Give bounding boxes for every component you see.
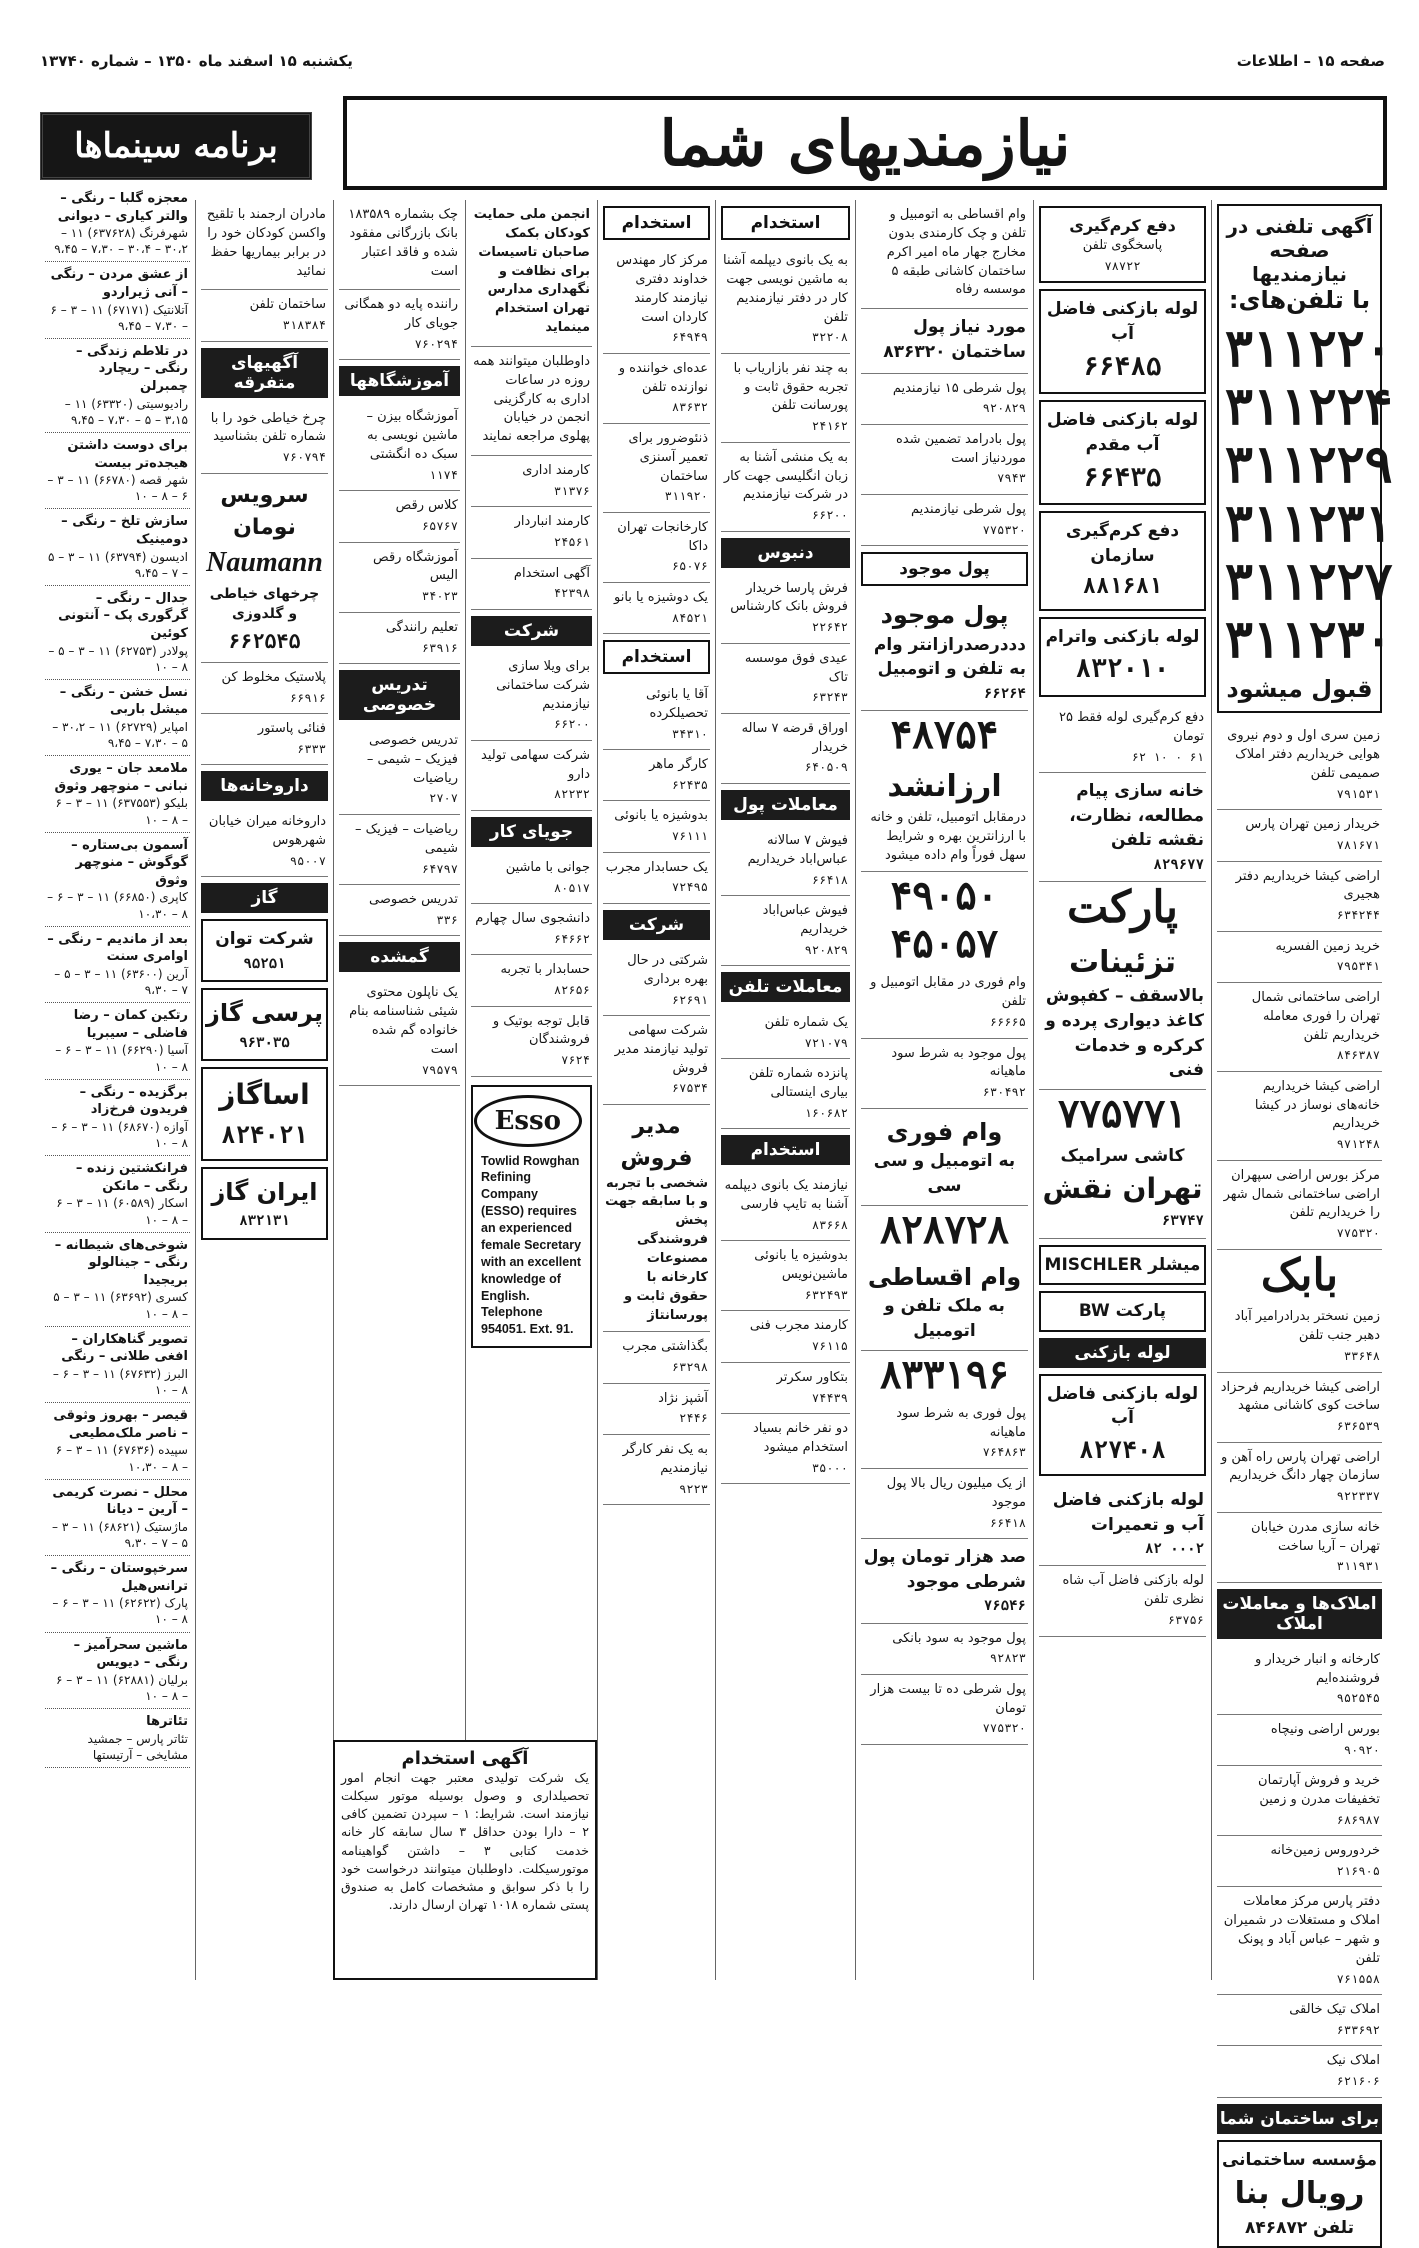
- classified-ad: عده‌ای خواننده و نوازنده تلفن ۸۳۶۳۲: [603, 354, 710, 424]
- classified-ad: کارمند اداری ۳۱۳۷۶: [471, 456, 592, 507]
- phone-number: ۳۱۱۲۳۱: [1225, 492, 1393, 554]
- classified-ad: بدوشیزه یا بانوئی ماشین‌نویس ۶۳۲۴۹۳: [721, 1241, 850, 1311]
- classified-ad: به یک بانوی دیپلمه آشنا به ماشین نویسی جهت کار در دفتر نیازمندیم تلفن ۳۲۲۰۸: [721, 246, 850, 354]
- classified-ad: فرش پارسا خریدار فروش بانک کارشناس ۲۲۶۴۲: [721, 574, 850, 644]
- cinema-listing: تصویر گناهکاران – افغی طلانی – رنگی البرز (۶۷۶۳۲) ۱۱ – ۳ – ۶ – ۸ – ۱۰: [45, 1327, 190, 1403]
- classified-ad: بورس اراضی ونیچاه ۹۰۹۲۰: [1217, 1715, 1382, 1766]
- gas-ad: ایران گاز ۸۳۲۱۳۱: [201, 1167, 328, 1240]
- banner-title: نیازمندیهای شما: [659, 106, 1071, 180]
- classified-ad: صد هزار تومان پول شرطی موجود ۷۶۵۴۶: [861, 1539, 1028, 1624]
- gas-ad: پرسی گاز ۹۶۳۰۳۵: [201, 988, 328, 1061]
- phone-number: ۳۱۱۲۲۷: [1225, 550, 1393, 612]
- classified-ad: مرکز بورس اراضی سپهران اراضی ساختمانی شمال شهر را خریداریم تلفن ۷۷۵۳۲۰: [1217, 1161, 1382, 1250]
- ceramic-ad: کاشی سرامیک تهران نقش ۶۳۷۴۷: [1039, 1138, 1206, 1239]
- classified-ad: دو نفر خانم بسیاد استخدام میشود ۳۵۰۰۰: [721, 1414, 850, 1484]
- classified-ad: از یک میلیون ریال بالا پول موجود ۶۶۴۱۸: [861, 1469, 1028, 1539]
- big-phone-number: ۷۷۵۷۷۱: [1058, 1090, 1187, 1138]
- classified-ad: داوطلبان میتوانند همه روزه در ساعات اداری به کارگزینی انجمن در خیابان پهلوی مراجعه نمایند: [471, 347, 592, 456]
- classified-ad: اراضی تهران پارس راه آهن و سازمان چهار دانگ خریداریم ۹۲۲۳۳۷: [1217, 1443, 1382, 1513]
- classified-ad: پول بادرامد تضمین شده موردنیاز است ۷۹۴۳: [861, 425, 1028, 495]
- classified-ad: پول شرطی نیازمندیم ۷۷۵۳۲۰: [861, 495, 1028, 546]
- classified-ad: جوانی با ماشین ۸۰۵۱۷: [471, 853, 592, 904]
- classified-ad: چرخ خیاطی خود را با شماره تلفن بشناسید ۷۶۰۷۹۴: [201, 404, 328, 474]
- classified-ad: اراضی کیشا خریداریم فرحزاد ساخت کوی کاشانی مشهد ۶۳۶۵۳۹: [1217, 1373, 1382, 1443]
- logo-ad: دفع کرم‌گیری پاسخگوی تلفن ۷۸۷۲۲: [1039, 206, 1206, 283]
- bw-parket-logo: پارکت BW: [1039, 1291, 1206, 1332]
- section-heading: دنبوس: [721, 538, 850, 568]
- classified-ad: بگذاشتی مجرب ۶۳۲۹۸: [603, 1332, 710, 1383]
- classified-ad: پلاستیک مخلوط کن ۶۶۹۱۶: [201, 663, 328, 714]
- classified-ad: حسابدار با تجربه ۸۲۶۵۶: [471, 955, 592, 1006]
- section-heading: استخدام: [721, 206, 850, 240]
- big-phone-number: ۸۲۸۷۲۸: [880, 1205, 1009, 1253]
- esso-logo: Esso: [474, 1095, 582, 1147]
- employment-notice: [333, 1740, 597, 1980]
- section-heading: داروخانه‌ها: [201, 771, 328, 801]
- logo-ad: لوله بازکنی واترام ۸۳۲۰۱۰: [1039, 617, 1206, 697]
- logo-ad: لوله بازکنی فاضل آب مقدم ۶۶۴۳۵: [1039, 400, 1206, 505]
- classified-ad: مرکز کار مهندس خداوند دفتری نیازمند کارمند کاردان است ۶۴۹۴۹: [603, 246, 710, 354]
- classified-ad: به یک منشی آشنا به زبان انگلیسی جهت کار در شرکت نیازمندیم ۶۶۲۰۰: [721, 443, 850, 532]
- babak-logo: بابک: [1260, 1249, 1339, 1301]
- gas-ad: اساگاز ۸۲۴۰۲۱: [201, 1067, 328, 1160]
- section-heading: استخدام: [603, 640, 710, 674]
- classified-ad: آموزشگاه بیزن – ماشین نویسی به سبک ده انگشتی ۱۱۷۴: [339, 402, 460, 491]
- phone-number: ۳۱۱۲۳۰: [1225, 609, 1393, 671]
- column-3: [855, 200, 1033, 1980]
- cinema-listing: شوخی‌های شیطانه – رنگی – جینالولو بریجیدا کسری (۶۳۶۹۲) ۱۱ – ۳ – ۵ – ۸ – ۱۰: [45, 1233, 190, 1327]
- classified-ad: پول فوری به شرط سود ماهیانه ۷۶۴۸۶۳: [861, 1399, 1028, 1469]
- naumann-ad: سرویس نومان Naumann چرخهای خیاطی و گلدوزی ۶۶۲۵۴۵: [201, 474, 328, 663]
- classified-ad: زمین نسختر بدرادرامیر آباد دهبر جنب تلفن ۳۳۶۴۸: [1217, 1302, 1382, 1372]
- cinema-listing: برگزیده – رنگی – فریدون فرخ‌زاد آوازه (۶۸۶۷۰) ۱۱ – ۳ – ۶ – ۸ – ۱۰: [45, 1080, 190, 1156]
- classified-ad: اراضی کیشا خریداریم دفتر هجیری ۶۳۴۲۴۴: [1217, 862, 1382, 932]
- cinema-header: [40, 112, 312, 180]
- phone-number: ۳۱۱۲۲۴: [1225, 376, 1393, 438]
- classified-ad: فیوش عباس‌اباد خریداریم ۹۲۰۸۲۹: [721, 896, 850, 966]
- classified-ad: اوراق قرضه ۷ ساله خریدار ۶۴۰۵۰۹: [721, 714, 850, 784]
- page-label: صفحه ۱۵ – اطلاعات: [1236, 52, 1385, 70]
- section-heading: املاک‌ها و معاملات املاک: [1217, 1589, 1382, 1639]
- running-head: [40, 48, 1385, 74]
- classified-ad: برای ویلا سازی شرکت ساختمانی نیازمندیم ۶۶۲۰۰: [471, 652, 592, 741]
- cinema-listing: تئاترها تئاتر پارس – جمشید مشایخی – آرتیستها: [45, 1709, 190, 1768]
- classified-ad: انجمن ملی حمایت کودکان بکمک صاحبان تاسیسات برای نظافت و نگهداری مدارس تهران استخدام مینماید: [471, 200, 592, 347]
- classified-ad: دفع کرم‌گیری لوله فقط ۲۵ تومان ۶۱ ۰ ۱۰ ۶۲: [1039, 703, 1206, 773]
- classified-ad: بدوشیزه یا بانوئی ۷۶۱۱۱: [603, 801, 710, 852]
- classified-ad: آگهی استخدام ۴۲۳۹۸: [471, 559, 592, 610]
- classified-ad: کارخانه و انبار خریدار و فروشنده‌ایم ۹۵۲۵۴۵: [1217, 1645, 1382, 1715]
- classified-ad: یک ناپلون محتوی شیئی شناسنامه بنام خانواده گم شده است ۷۹۵۷۹: [339, 978, 460, 1086]
- parket-logo: پارکت: [1066, 882, 1179, 934]
- classified-ad: دانشجوی سال چهارم ۶۴۶۶۲: [471, 904, 592, 955]
- cinema-listing: در تلاطم زندگی – رنگی – ریچارد چمبرلن رادیوسیتی (۶۳۳۲۰) ۱۱ – ۳،۱۵ – ۵ – ۷،۳۰ – ۹،۴۵: [45, 339, 190, 433]
- notice-title: آگهی استخدام: [401, 1748, 529, 1769]
- cinema-listing: برای دوست داشتن هیجده‌تر بیست شهر قصه (۶۶۷۸۰) ۱۱ – ۳ – ۶ – ۸ – ۱۰: [45, 433, 190, 509]
- cinema-listing: ماشین سحرآمیز – رنگی – دیویس برلیان (۶۲۸۸۱) ۱۱ – ۳ – ۶ – ۸ – ۱۰: [45, 1633, 190, 1709]
- cinema-listing: سازش تلخ – رنگی – دومینیک ادیسون (۶۳۷۹۴) ۱۱ – ۳ – ۵ – ۷ – ۹،۴۵: [45, 509, 190, 585]
- cinema-listing: محلل – نصرت کریمی – آرین – دیانا ماژستیک (۶۸۶۲۱) ۱۱ – ۳ – ۵ – ۷ – ۹،۳۰: [45, 1480, 190, 1556]
- big-phone-number: ۴۵۰۵۷: [890, 920, 999, 968]
- classified-ad: وام اقساطی به اتومبیل و تلفن و چک کارمندی بدون مخارج جهار ماه امیر اکرم ساختمان کاشانی طبقه ۵ موسسه رفاه: [861, 200, 1028, 309]
- classified-ad: نیازمند یک بانوی دیپلمه آشنا به تایپ فارسی ۸۳۶۶۸: [721, 1171, 850, 1241]
- cinema-listing: سرخپوستان – رنگی – ترانس‌هیل پارک (۶۲۶۲۲) ۱۱ – ۳ – ۶ – ۸ – ۱۰: [45, 1556, 190, 1632]
- royal-bana-ad: مؤسسه ساختمانی رویال بنا تلفن ۸۴۶۸۷۲: [1217, 2140, 1382, 2248]
- cinema-title: برنامه سینماها: [74, 126, 278, 166]
- classified-ad: خرید و فروش آپارتمان تخفیفات مدرن و زمین ۶۸۶۹۸۷: [1217, 1766, 1382, 1836]
- classified-ad: املاک تیک خالقی ۶۳۳۶۹۲: [1217, 1995, 1382, 2046]
- classified-ad: خانه سازی پیام مطالعه، نظارت، نقشه تلفن ۸۲۹۶۷۷: [1039, 773, 1206, 882]
- classified-ad: پول شرطی ۱۵ نیازمندیم ۹۲۰۸۲۹: [861, 374, 1028, 425]
- classified-ad: پانزده شماره تلفن بیاری اینستالی ۱۶۰۶۸۲: [721, 1059, 850, 1129]
- phone-box-title: آگهی تلفنی در صفحه نیازمندیها: [1226, 214, 1373, 286]
- classified-ad: شرکت سهامی تولید نیازمند مدیر فروش ۶۷۵۳۴: [603, 1016, 710, 1105]
- classified-ad: کارگر ماهر ۶۲۴۳۵: [603, 750, 710, 801]
- classified-ad: شرکتی در حال بهره برداری ۶۲۶۹۱: [603, 946, 710, 1016]
- classified-ad: یک دوشیزه یا بانو ۸۴۵۲۱: [603, 583, 710, 634]
- section-heading: آگهیهای متفرقه: [201, 348, 328, 398]
- section-heading: معاملات پول: [721, 790, 850, 820]
- section-heading: گمشده: [339, 942, 460, 972]
- classified-ad: یک حسابدار مجرب ۷۲۴۹۵: [603, 853, 710, 904]
- cinema-listing: قیصر – بهروز وثوقی – ناصر ملک‌مطیعی سپیده (۶۷۶۳۶) ۱۱ – ۳ – ۶ – ۸ – ۱۰،۳۰: [45, 1403, 190, 1479]
- classified-ad: خردوروس زمین‌خانه ۲۱۶۹۰۵: [1217, 1836, 1382, 1887]
- cinema-listing: رتکین کمان – رضا فاضلی – سیبریا آسیا (۶۶۲۹۰) ۱۱ – ۳ – ۶ – ۸ – ۱۰: [45, 1003, 190, 1079]
- classified-ad: ذنئوضرور برای تعمیر آسنزی ساختمان ۳۱۱۹۲۰: [603, 424, 710, 513]
- classified-ad: چک بشماره ۱۸۳۵۸۹ بانک بازرگانی مفقود شده و فاقد اعتبار است: [339, 200, 460, 290]
- classified-ad: کارخانجات تهران داکا ۶۵۰۷۶: [603, 513, 710, 583]
- section-heading: برای ساختمان شما: [1217, 2104, 1382, 2134]
- phone-number: ۳۱۱۲۲۹: [1225, 434, 1393, 496]
- classified-ad: به چند نفر بازاریاب با تجربه حقوق ثابت و پورسانت تلفن ۲۴۱۶۲: [721, 354, 850, 443]
- column-2: [1033, 200, 1211, 1980]
- classified-ad: یک شماره تلفن ۷۲۱۰۷۹: [721, 1008, 850, 1059]
- classified-ad: لوله بازکنی فاضل آب و تعمیرات ۰۰۰۲ ۸۲: [1039, 1482, 1206, 1567]
- classified-ad: شرکت سهامی تولید دارو ۸۲۲۳۲: [471, 741, 592, 811]
- column-6: [465, 200, 597, 1980]
- classified-ad: بتکاور سکرتر ۷۴۴۳۹: [721, 1363, 850, 1414]
- classified-ad: کارمند انباردار ۲۴۵۶۱: [471, 507, 592, 558]
- column-8: [195, 200, 333, 1980]
- phone-number: ۳۱۱۲۲۰: [1225, 318, 1393, 379]
- section-heading: لوله بازکنی: [1039, 1338, 1206, 1368]
- pipe-ad: لوله بازکنی فاضل آب ۸۲۷۴۰۸: [1039, 1374, 1206, 1476]
- section-heading: گاز: [201, 883, 328, 913]
- classifieds-banner: [343, 96, 1387, 190]
- tazyinat-ad: تزئینات بالاسقف – کفپوش کاغذ دیواری پرده و کرکره و خدمات فنی: [1039, 935, 1206, 1090]
- section-heading: شرکت: [471, 616, 592, 646]
- phone-box-tail: قبول میشود: [1226, 675, 1373, 704]
- sales-manager-ad: مدیر فروش شخصی با تجربه و با سابقه جهت پخش فروشندگی مصنوعات کارخانه با حقوق ثابت و پورسانتاژ: [603, 1105, 710, 1333]
- classified-ad: وام فوری در مقابل اتومبیل و تلفن ۶۶۶۶۵: [861, 968, 1028, 1038]
- big-phone-number: ۴۹۰۵۰: [890, 872, 999, 920]
- cinema-listing: بعد از ماندیم – رنگی – اوامری سنت آرین (۶۳۶۰۰) ۱۱ – ۳ – ۵ – ۷ – ۹،۳۰: [45, 927, 190, 1003]
- esso-text: Towlid Rowghan Refining Company (ESSO) requires an experienced female Secretary with an excellent knowledge of English. Telephone 954051. Ext. 91.: [481, 1153, 582, 1337]
- section-heading: آموزشگاهها: [339, 366, 460, 396]
- issue-date: یکشنبه ۱۵ اسفند ماه ۱۳۵۰ – شماره ۱۳۷۴۰: [40, 52, 353, 70]
- cinema-listing: نسل خشن – رنگی – میشل باربی امپایر (۶۲۷۲۹) ۱۱ – ۳۰،۲ – ۵ – ۷،۳۰ – ۹،۴۵: [45, 680, 190, 756]
- classified-ad: پول موجود به سود بانکی ۹۲۸۲۳: [861, 1624, 1028, 1675]
- classified-ad: اراضی ساختمانی شمال تهران را فوری معامله خریداریم تلفن ۸۴۶۳۸۷: [1217, 983, 1382, 1072]
- classified-ad: کلاس رقص ۶۵۷۶۷: [339, 491, 460, 542]
- classified-ad: مادران ارجمند با تلقیح واکسن کودکان خود را در برابر بیماریها حفظ نمائید: [201, 200, 328, 290]
- section-heading: تدریس خصوصی: [339, 670, 460, 720]
- column-1: [1211, 200, 1393, 2238]
- logo-ad: دفع کرم‌گیری سازمان ۸۸۱۶۸۱: [1039, 511, 1206, 610]
- classified-ad: فیوش ۷ سالانه عباس‌اباد خریداریم ۶۶۴۱۸: [721, 826, 850, 896]
- section-heading: معاملات تلفن: [721, 972, 850, 1002]
- logo-ad: لوله بازکنی فاضل آب ۶۶۴۸۵: [1039, 289, 1206, 394]
- cinema-listing: جدال – رنگی – گرگوری پک – آنتونی کوئین پولادر (۶۲۷۵۳) ۱۱ – ۳ – ۵ – ۸ – ۱۰: [45, 586, 190, 680]
- classified-ad: تدریس خصوصی فیزیک – شیمی – ریاضیات ۲۷۰۷: [339, 726, 460, 815]
- arzan-ad: ارزانشد درمقابل اتومبیل، تلفن و خانه با ارزانترین بهره و شرایط سهل فوراً وام داده میشود: [861, 759, 1028, 872]
- classified-ad: تدریس خصوصی ۳۳۶: [339, 885, 460, 936]
- classified-ad: املاک نیک ۶۲۱۶۰۶: [1217, 2046, 1382, 2097]
- classified-ad: پول موجود به شرط سود ماهیانه ۶۳۰۴۹۲: [861, 1039, 1028, 1109]
- notice-text: یک شرکت تولیدی معتبر جهت انجام امور تحصیلداری و وصول بوسیله موتور سیکلت نیازمند است. شرایط: ۱ – سپردن تضمین کافی ۲ – دارا بودن حداقل ۳ سال سابقه کار خانه خدمت کتابی ۳ – داشتن گواهینامه موتورسیکلت. داوطلبان میتوانند درخواست خود را با ذکر سوابق و مشخصات کامل به صندوق پستی شماره ۱۰۱۸ تهران ارسال دارند.: [341, 1770, 589, 1912]
- classified-ad: راننده پایه دو همگانی جویای کار ۷۶۰۲۹۴: [339, 290, 460, 360]
- cinema-listing: آسمون بی‌ستاره – گوگوش – منوچهر وثوق کاپری (۶۶۸۵۰) ۱۱ – ۳ – ۶ – ۸ – ۱۰،۳۰: [45, 833, 190, 927]
- classified-ad: زمین سری اول و دوم نیروی هوایی خریداریم دفتر املاک صمیمی تلفن ۷۹۱۵۳۱: [1217, 721, 1382, 810]
- classified-ad: قابل توجه بوتیک و فروشندگان ۷۶۲۴: [471, 1007, 592, 1077]
- classified-ad: ساختمان تلفن ۳۱۸۳۸۴: [201, 290, 328, 341]
- classified-ad: عیدی فوق موسسه تاک ۶۳۲۴۳: [721, 644, 850, 714]
- cinema-listing: از عشق مردن – رنگی – آنی ژیراردو آتلانتیک (۶۷۱۷۱) ۱۱ – ۳ – ۶ – ۷،۳۰ – ۹،۴۵: [45, 262, 190, 338]
- big-phone-number: ۸۳۳۱۹۶: [880, 1350, 1009, 1398]
- section-heading: جویای کار: [471, 817, 592, 847]
- vam-ad: وام فوری به اتومبیل و سی سی: [861, 1109, 1028, 1206]
- classified-ad: آقا یا بانوئی تحصیلکرده ۳۴۳۱۰: [603, 680, 710, 750]
- classified-ad: مورد نیاز پول ساختمان ۸۳۶۳۲۰: [861, 309, 1028, 373]
- section-heading: استخدام: [603, 206, 710, 240]
- section-heading: استخدام: [721, 1135, 850, 1165]
- classified-ad: تعلیم رانندگی ۶۳۹۱۶: [339, 613, 460, 664]
- classified-ad: خریدار زمین تهران پارس ۷۸۱۶۷۱: [1217, 810, 1382, 861]
- section-heading: پول موجود: [861, 552, 1028, 586]
- gas-ad: شرکت توان ۹۵۲۵۱: [201, 919, 328, 982]
- section-heading: شرکت: [603, 910, 710, 940]
- cinema-listing: فرانکشتین زنده – رنگی – مانکن اسکار (۶۰۵۸۹) ۱۱ – ۳ – ۶ – ۸ – ۱۰: [45, 1156, 190, 1232]
- classified-ad: آموزشگاه رقص الیس ۳۴۰۲۳: [339, 543, 460, 613]
- cinema-column: [40, 186, 195, 1986]
- phone-box-lead: با تلفن‌های:: [1228, 286, 1371, 314]
- pul-ad: پول موجود دددرصدرازانتر وام به تلفن و اتومبیل ۶۶۲۶۴: [861, 592, 1028, 711]
- cinema-listing: ملامعد جان – یوری نبانی – منوچهر وثوق بلیکو (۶۳۷۵۵۳) ۱۱ – ۳ – ۶ – ۸ – ۱۰: [45, 756, 190, 832]
- big-phone-number: ۴۸۷۵۴: [890, 711, 999, 759]
- classified-ad: لوله بازکنی فاضل آب شاه نظری تلفن ۶۳۷۵۶: [1039, 1566, 1206, 1636]
- column-5: [597, 200, 715, 1980]
- classified-ad: داروخانه میران خیابان شهرهوس ۹۵۰۰۷: [201, 807, 328, 877]
- classified-ad: پول شرطی ده تا بیست هزار تومان ۷۷۵۳۲۰: [861, 1675, 1028, 1745]
- esso-ad: [471, 1085, 592, 1349]
- phone-box: [1217, 204, 1393, 713]
- column-7: [333, 200, 465, 1980]
- classified-ad: کارمند مجرب فنی ۷۶۱۱۵: [721, 1311, 850, 1362]
- classified-ad: اراضی کیشا خریداریم خانه‌های نوساز در کیشا خریداریم ۹۷۱۲۴۸: [1217, 1072, 1382, 1161]
- classified-ad: فنائی پاستور ۶۳۳۳: [201, 714, 328, 765]
- classified-ad: ریاضیات – فیزیک – شیمی ۶۴۷۹۷: [339, 815, 460, 885]
- classified-ad: به یک نفر کارگر نیازمندیم ۹۲۲۳: [603, 1435, 710, 1505]
- cinema-listing: معجزه گلبا – رنگی – والتر کیاری – دیوانی شهرفرنگ (۶۳۷۶۲۸) ۱۱ – ۳۰،۲ – ۳۰،۴ – ۷،۳۰ – ۹،۴۵: [45, 186, 190, 262]
- column-4: [715, 200, 855, 1980]
- mischler-logo: میشلر MISCHLER: [1039, 1245, 1206, 1286]
- classified-ad: آشپز نژاد ۲۴۴۶: [603, 1384, 710, 1435]
- classified-ad: خانه سازی مدرن خیابان تهران – آریا ساخت ۳۱۱۹۳۱: [1217, 1513, 1382, 1583]
- vam-ad: وام اقساطی به ملک تلفن و اتومبیل: [861, 1254, 1028, 1351]
- classified-ad: دفتر پارس مرکز معاملات املاک و مستغلات در شمیران و شهر – عباس آباد و پونک تلفن ۷۶۱۵۵۸: [1217, 1887, 1382, 1995]
- classified-ad: خرید زمین الفسریه ۷۹۵۳۴۱: [1217, 932, 1382, 983]
